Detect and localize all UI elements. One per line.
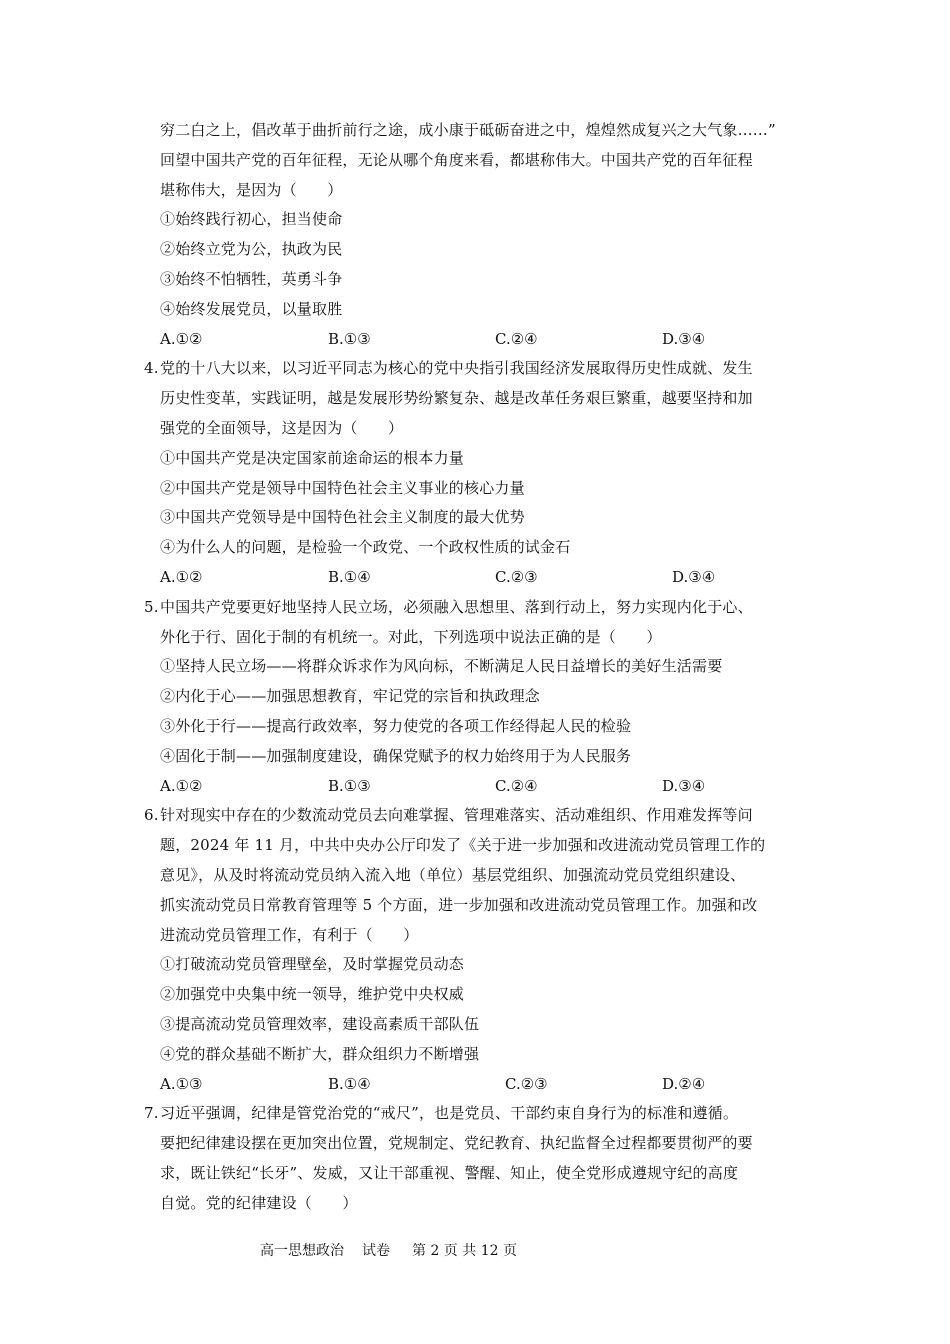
question-3-options [160,325,810,355]
question-5-option-c: C.②④ [495,776,538,795]
question-3-item-4: ④始终发展党员，以量取胜 [160,299,343,318]
question-6-stem-line-5: 进流动党员管理工作，有利于（ ） [160,925,419,944]
question-5-stem-line-1: 5. 中国共产党要更好地坚持人民立场，必须融入思想里、落到行动上，努力实现内化于心、 [160,593,810,623]
question-5-item-3: ③外化于行——提高行政效率，努力使党的各项工作经得起人民的检验 [160,716,632,735]
question-6-options [160,1070,810,1100]
question-4 [144,354,810,592]
question-3-stem-line-3: 堪称伟大，是因为（ ） [160,180,343,199]
question-6-item-2: ②加强党中央集中统一领导，维护党中央权威 [160,985,465,1004]
question-3-item-1: ①始终践行初心，担当使命 [160,210,343,229]
question-4-stem-line-2: 历史性变革，实践证明，越是发展形势纷繁复杂、越是改革任务艰巨繁重，越要坚持和加 [160,389,753,408]
question-3-stem-line-1: 穷二白之上，倡改革于曲折前行之途，成小康于砥砺奋进之中，煌煌然成复兴之大气象……” [160,121,776,139]
question-4-item-2: ②中国共产党是领导中国特色社会主义事业的核心力量 [160,478,525,497]
question-5-options [160,772,810,802]
question-3-option-c: C.②④ [495,329,538,348]
question-6-stem-line-1: 6. 针对现实中存在的少数流动党员去向难掌握、管理难落实、活动难组织、作用难发挥等问 [160,801,810,831]
question-4-option-d: D.③④ [672,567,716,586]
question-4-stem-line-1: 4. 党的十八大以来，以习近平同志为核心的党中央指引我国经济发展取得历史性成就、发生 [160,354,810,384]
question-6-option-a: A.①③ [160,1074,203,1093]
footer-subject: 高一思想政治 [260,1243,344,1259]
question-6-item-3: ③提高流动党员管理效率，建设高素质干部队伍 [160,1014,480,1033]
footer-paper-kind: 试卷 [362,1243,390,1259]
question-3-stem-line-2: 回望中国共产党的百年征程，无论从哪个角度来看，都堪称伟大。中国共产党的百年征程 [160,150,753,169]
question-6-number: 6. [144,806,159,825]
question-6-item-4: ④党的群众基础不断扩大，群众组织力不断增强 [160,1044,480,1063]
question-7-stem-line-2: 要把纪律建设摆在更加突出位置，党规制定、党纪教育、执纪监督全过程都要贯彻严的要 [160,1134,753,1153]
question-5-item-4: ④固化于制——加强制度建设，确保党赋予的权力始终用于为人民服务 [160,746,632,765]
question-5-item-2: ②内化于心——加强思想教育，牢记党的宗旨和执政理念 [160,687,541,706]
question-3-continued [160,116,810,354]
question-6-item-1: ①打破流动党员管理壁垒，及时掌握党员动态 [160,955,465,974]
question-4-stem-line-3: 强党的全面领导，这是因为（ ） [160,418,404,437]
question-5-option-d: D.③④ [662,776,706,795]
question-4-options [160,563,810,593]
question-3-item-3: ③始终不怕牺牲，英勇斗争 [160,269,343,288]
question-4-item-3: ③中国共产党领导是中国特色社会主义制度的最大优势 [160,508,525,527]
question-6-option-c: C.②③ [505,1074,548,1093]
question-4-number: 4. [144,359,159,378]
question-3-item-2: ②始终立党为公，执政为民 [160,240,343,259]
question-5 [144,593,810,802]
question-6 [144,801,810,1099]
question-7-stem-line-3: 求，既让铁纪“长牙”、发威，又让干部重视、警醒、知止，使全党形成遵规守纪的高度 [160,1163,739,1182]
question-6-stem-line-4: 抓实流动党员日常教育管理等 5 个方面，进一步加强和改进流动党员管理工作。加强和改 [160,895,758,914]
question-4-item-1: ①中国共产党是决定国家前途命运的根本力量 [160,448,465,467]
question-6-stem-line-3: 意见》，从及时将流动党员纳入流入地（单位）基层党组织、加强流动党员党组织建设、 [160,865,746,884]
question-6-option-d: D.②④ [662,1074,706,1093]
question-4-item-4: ④为什么人的问题，是检验一个政党、一个政权性质的试金石 [160,538,571,557]
page-footer [260,1240,680,1260]
question-4-option-b: B.①④ [328,567,371,586]
question-7-stem-line-4: 自觉。党的纪律建设（ ） [160,1193,358,1212]
exam-page-body [144,116,810,1218]
question-3-option-b: B.①③ [328,329,371,348]
question-7-number: 7. [144,1104,159,1123]
footer-page-number: 第 2 页 共 12 页 [412,1243,517,1259]
question-7-stem-line-1: 7. 习近平强调，纪律是管党治党的“戒尺”，也是党员、干部约束自身行为的标准和遵循。 [160,1099,810,1129]
question-5-option-a: A.①② [160,776,203,795]
question-3-option-d: D.③④ [662,329,706,348]
question-7 [144,1099,810,1218]
question-4-option-c: C.②③ [495,567,538,586]
question-5-stem-line-2: 外化于行、固化于制的有机统一。对此，下列选项中说法正确的是（ ） [160,627,662,646]
question-6-stem-line-2: 题，2024 年 11 月，中共中央办公厅印发了《关于进一步加强和改进流动党员管理工作的 [160,836,766,855]
question-5-item-1: ①坚持人民立场——将群众诉求作为风向标，不断满足人民日益增长的美好生活需要 [160,657,723,676]
question-5-option-b: B.①③ [328,776,371,795]
question-4-option-a: A.①② [160,567,203,586]
question-3-option-a: A.①② [160,329,203,348]
question-5-number: 5. [144,597,159,616]
question-6-option-b: B.①④ [328,1074,371,1093]
